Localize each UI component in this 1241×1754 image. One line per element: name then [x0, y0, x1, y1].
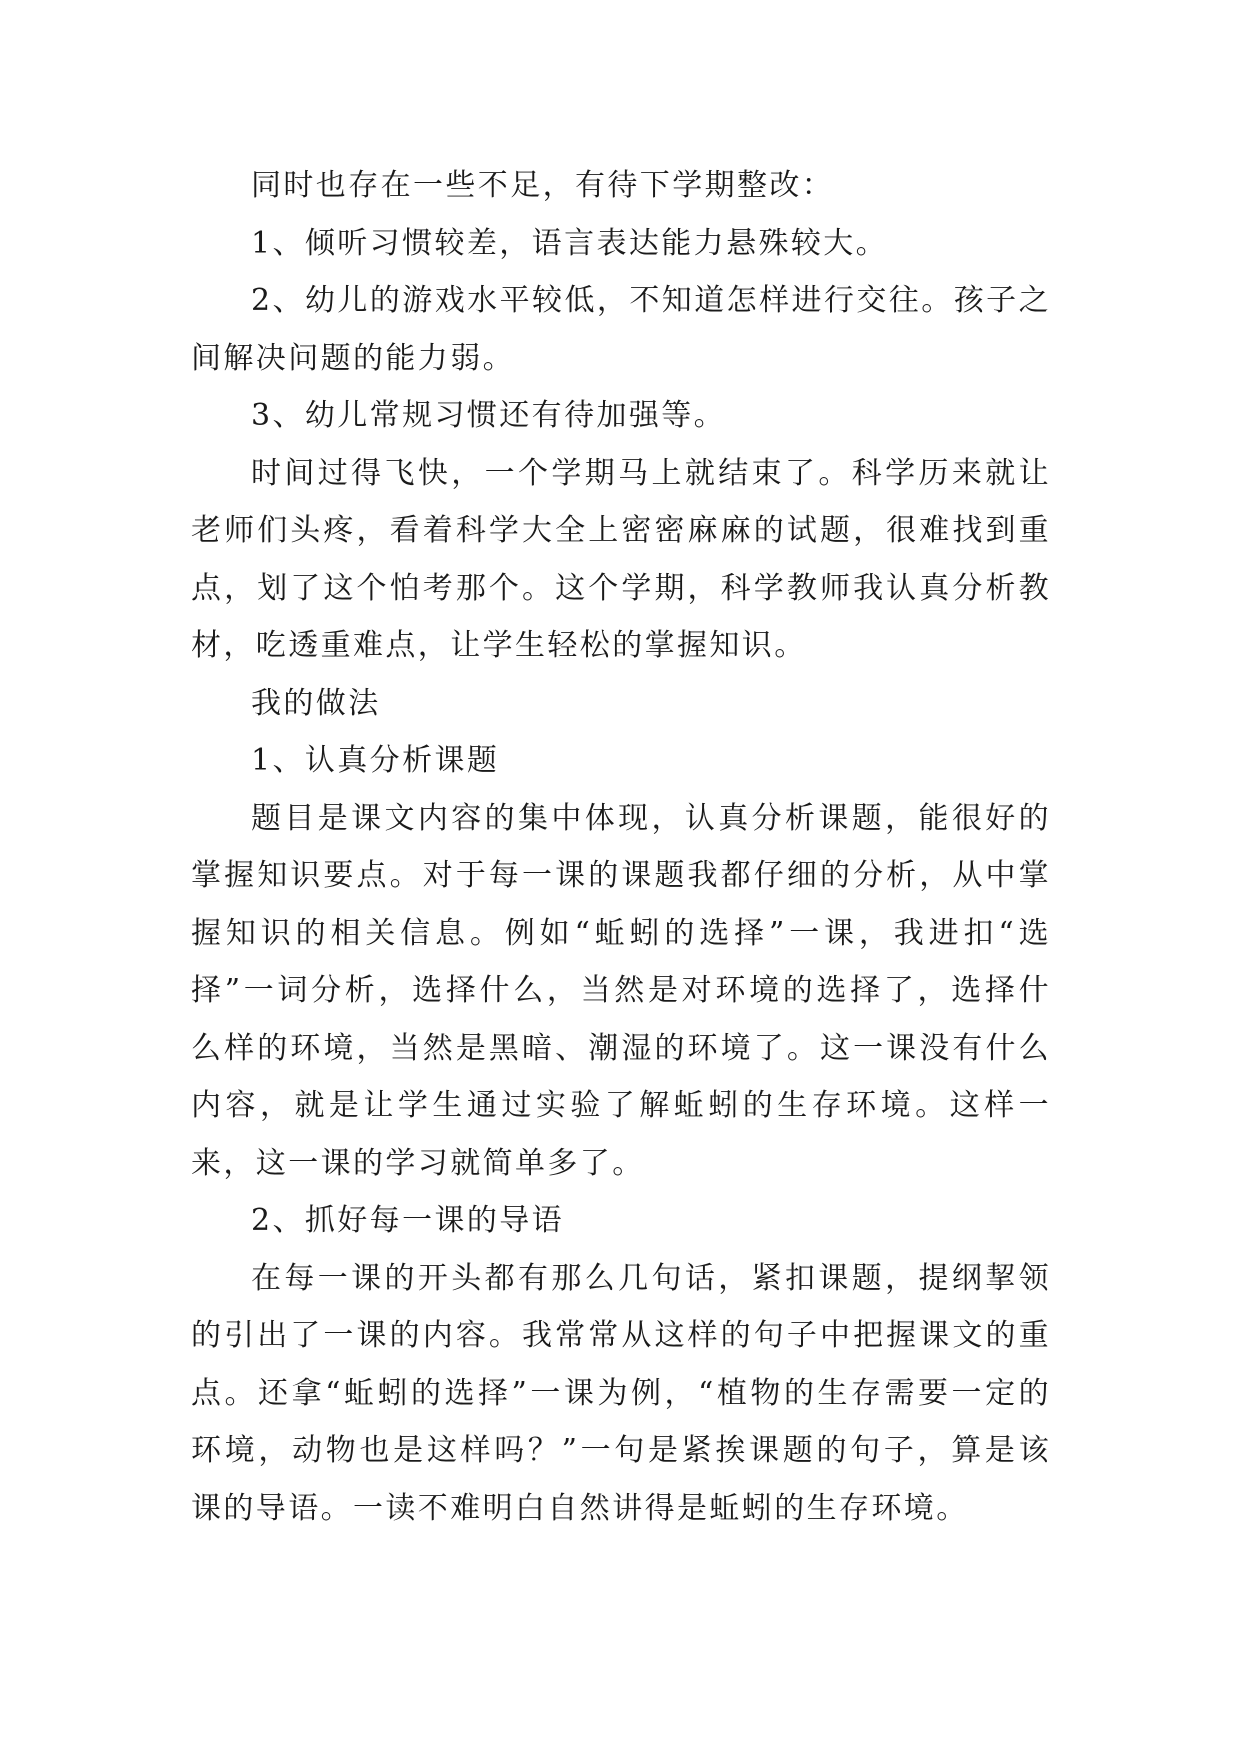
heading-method-2: 2、抓好每一课的导语: [251, 1203, 565, 1238]
paragraph-shortcomings-intro: 同时也存在一些不足，有待下学期整改：: [251, 168, 835, 203]
paragraph-shortcoming-2: 2、幼儿的游戏水平较低，不知道怎样进行交往。孩子之间解决问题的能力弱。: [191, 283, 1051, 376]
document-body: [191, 157, 1051, 1537]
paragraph-method-1-body: 题目是课文内容的集中体现，认真分析课题，能很好的掌握知识要点。对于每一课的课题我都仔细的分析，从中掌握知识的相关信息。例如“蚯蚓的选择”一课，我进扣“选择”一词分析，选择什么，当然是对环境的选择了，选择什么样的环境，当然是黑暗、潮湿的环境了。这一课没有什么内容，就是让学生通过实验了解蚯蚓的生存环境。这样一来，这一课的学习就简单多了。: [191, 800, 1051, 1181]
paragraph-method-2-body: 在每一课的开头都有那么几句话，紧扣课题，提纲挈领的引出了一课的内容。我常常从这样的句子中把握课文的重点。还拿“蚯蚓的选择”一课为例，“植物的生存需要一定的环境，动物也是这样吗？”一句是紧挨课题的句子，算是该课的导语。一读不难明白自然讲得是蚯蚓的生存环境。: [191, 1260, 1051, 1526]
paragraph-shortcoming-3: 3、幼儿常规习惯还有待加强等。: [251, 398, 727, 433]
paragraph-science-intro: 时间过得飞快，一个学期马上就结束了。科学历来就让老师们头疼，看着科学大全上密密麻麻的试题，很难找到重点，划了这个怕考那个。这个学期，科学教师我认真分析教材，吃透重难点，让学生轻松的掌握知识。: [191, 455, 1051, 663]
heading-my-approach: 我的做法: [251, 685, 381, 721]
paragraph-shortcoming-1: 1、倾听习惯较差，语言表达能力悬殊较大。: [251, 225, 889, 261]
heading-method-1: 1、认真分析课题: [251, 743, 500, 778]
